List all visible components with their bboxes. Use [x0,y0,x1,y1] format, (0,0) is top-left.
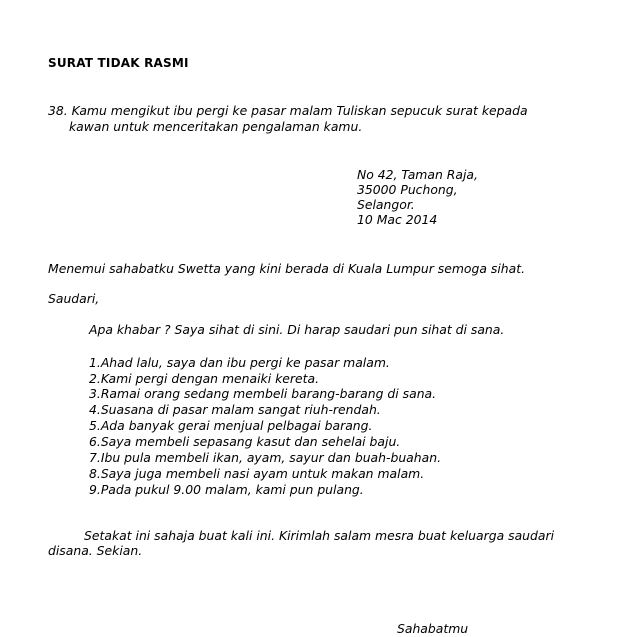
list-item: 1.Ahad lalu, saya dan ibu pergi ke pasar malam. [89,355,390,370]
question-line-2: kawan untuk menceritakan pengalaman kamu. [69,119,363,134]
opening-line: Apa khabar ? Saya sihat di sini. Di harap saudari pun sihat di sana. [89,322,505,337]
document-title: SURAT TIDAK RASMI [48,56,189,70]
salutation: Saudari, [48,291,100,306]
closing-line-1: Setakat ini sahaja buat kali ini. Kirimlah salam mesra buat keluarga saudari [84,528,555,543]
address-line-1: No 42, Taman Raja, [357,167,478,182]
signoff: Sahabatmu [397,621,469,636]
question-line-1: 38. Kamu mengikut ibu pergi ke pasar malam Tuliskan sepucuk surat kepada [48,103,528,118]
list-item: 2.Kami pergi dengan menaiki kereta. [89,371,320,386]
list-item: 6.Saya membeli sepasang kasut dan sehelai baju. [89,434,401,449]
list-item: 8.Saya juga membeli nasi ayam untuk makan malam. [89,466,425,481]
address-line-3: Selangor. [357,197,415,212]
letter-date: 10 Mac 2014 [357,212,438,227]
address-line-2: 35000 Puchong, [357,182,458,197]
list-item: 7.Ibu pula membeli ikan, ayam, sayur dan buah-buahan. [89,450,442,465]
recipient-line: Menemui sahabatku Swetta yang kini berada di Kuala Lumpur semoga sihat. [48,261,526,276]
closing-line-2: disana. Sekian. [48,543,143,558]
list-item: 5.Ada banyak gerai menjual pelbagai barang. [89,418,373,433]
list-item: 4.Suasana di pasar malam sangat riuh-rendah. [89,402,381,417]
list-item: 3.Ramai orang sedang membeli barang-barang di sana. [89,386,437,401]
list-item: 9.Pada pukul 9.00 malam, kami pun pulang. [89,482,364,497]
